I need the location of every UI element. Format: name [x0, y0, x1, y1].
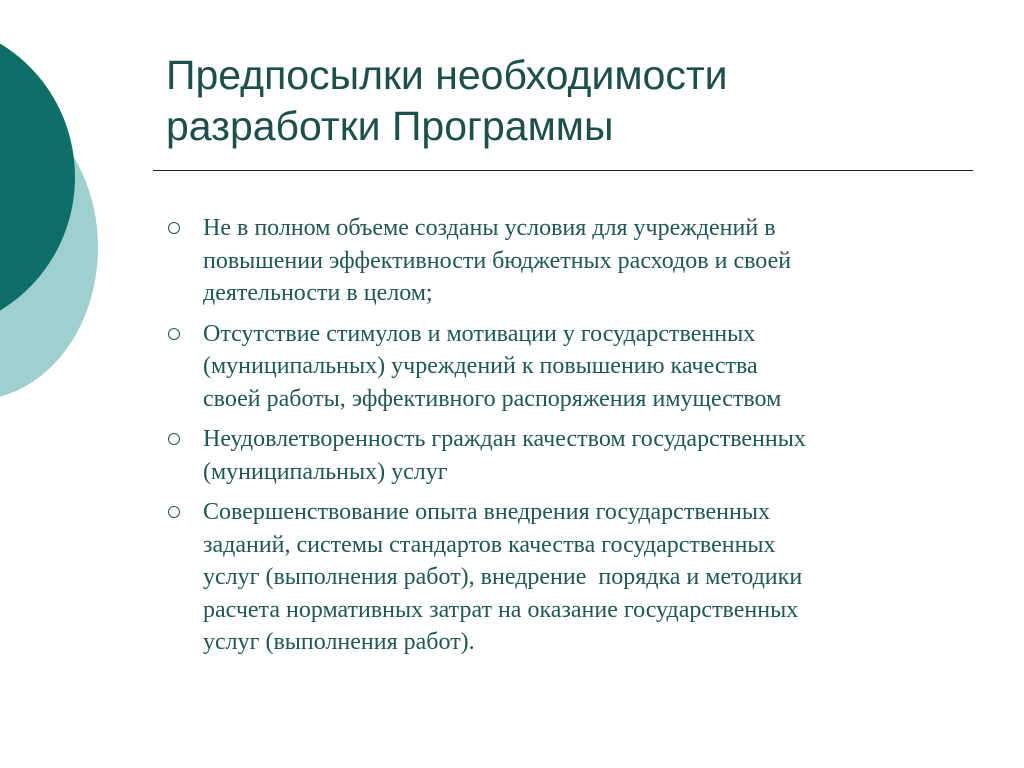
- bullet-line: услуг (выполнения работ), внедрение порядка и методики: [203, 564, 803, 590]
- title-line-2: разработки Программы: [166, 103, 614, 149]
- bullet-text: [203, 496, 966, 659]
- bullet-line: (муниципальных) учреждений к повышению качества: [203, 353, 758, 379]
- bullet-line: расчета нормативных затрат на оказание государственных: [203, 596, 799, 623]
- bullet-line: своей работы, эффективного распоряжения имуществом: [203, 385, 782, 412]
- bullet-line: заданий, системы стандартов качества государственных: [203, 531, 776, 558]
- bullet-line: Не в полном объеме созданы условия для учреждений в: [203, 215, 776, 241]
- hollow-circle-icon: [168, 506, 180, 518]
- bullet-line: Совершенствование опыта внедрения государственных: [203, 499, 770, 525]
- bullet-text: [203, 423, 966, 488]
- bullet-list: [166, 212, 966, 667]
- bullet-line: Отсутствие стимулов и мотивации у государственных: [203, 320, 756, 347]
- slide-title: [166, 50, 986, 152]
- bullet-item-2: [166, 318, 966, 416]
- bullet-item-1: [166, 212, 966, 310]
- bullet-line: услуг (выполнения работ).: [203, 629, 475, 655]
- bullet-line: деятельности в целом;: [203, 280, 433, 306]
- bullet-text: [203, 212, 966, 310]
- bullet-line: Неудовлетворенность граждан качеством государственных: [203, 426, 806, 452]
- bullet-line: (муниципальных) услуг: [203, 458, 448, 485]
- title-line-1: Предпосылки необходимости: [166, 52, 728, 98]
- bullet-line: повышении эффективности бюджетных расходов и своей: [203, 247, 792, 274]
- hollow-circle-icon: [168, 222, 180, 234]
- bullet-item-4: [166, 496, 966, 659]
- bullet-item-3: [166, 423, 966, 488]
- hollow-circle-icon: [168, 433, 180, 445]
- hollow-circle-icon: [168, 328, 180, 340]
- bullet-text: [203, 318, 966, 416]
- title-divider: [153, 170, 973, 171]
